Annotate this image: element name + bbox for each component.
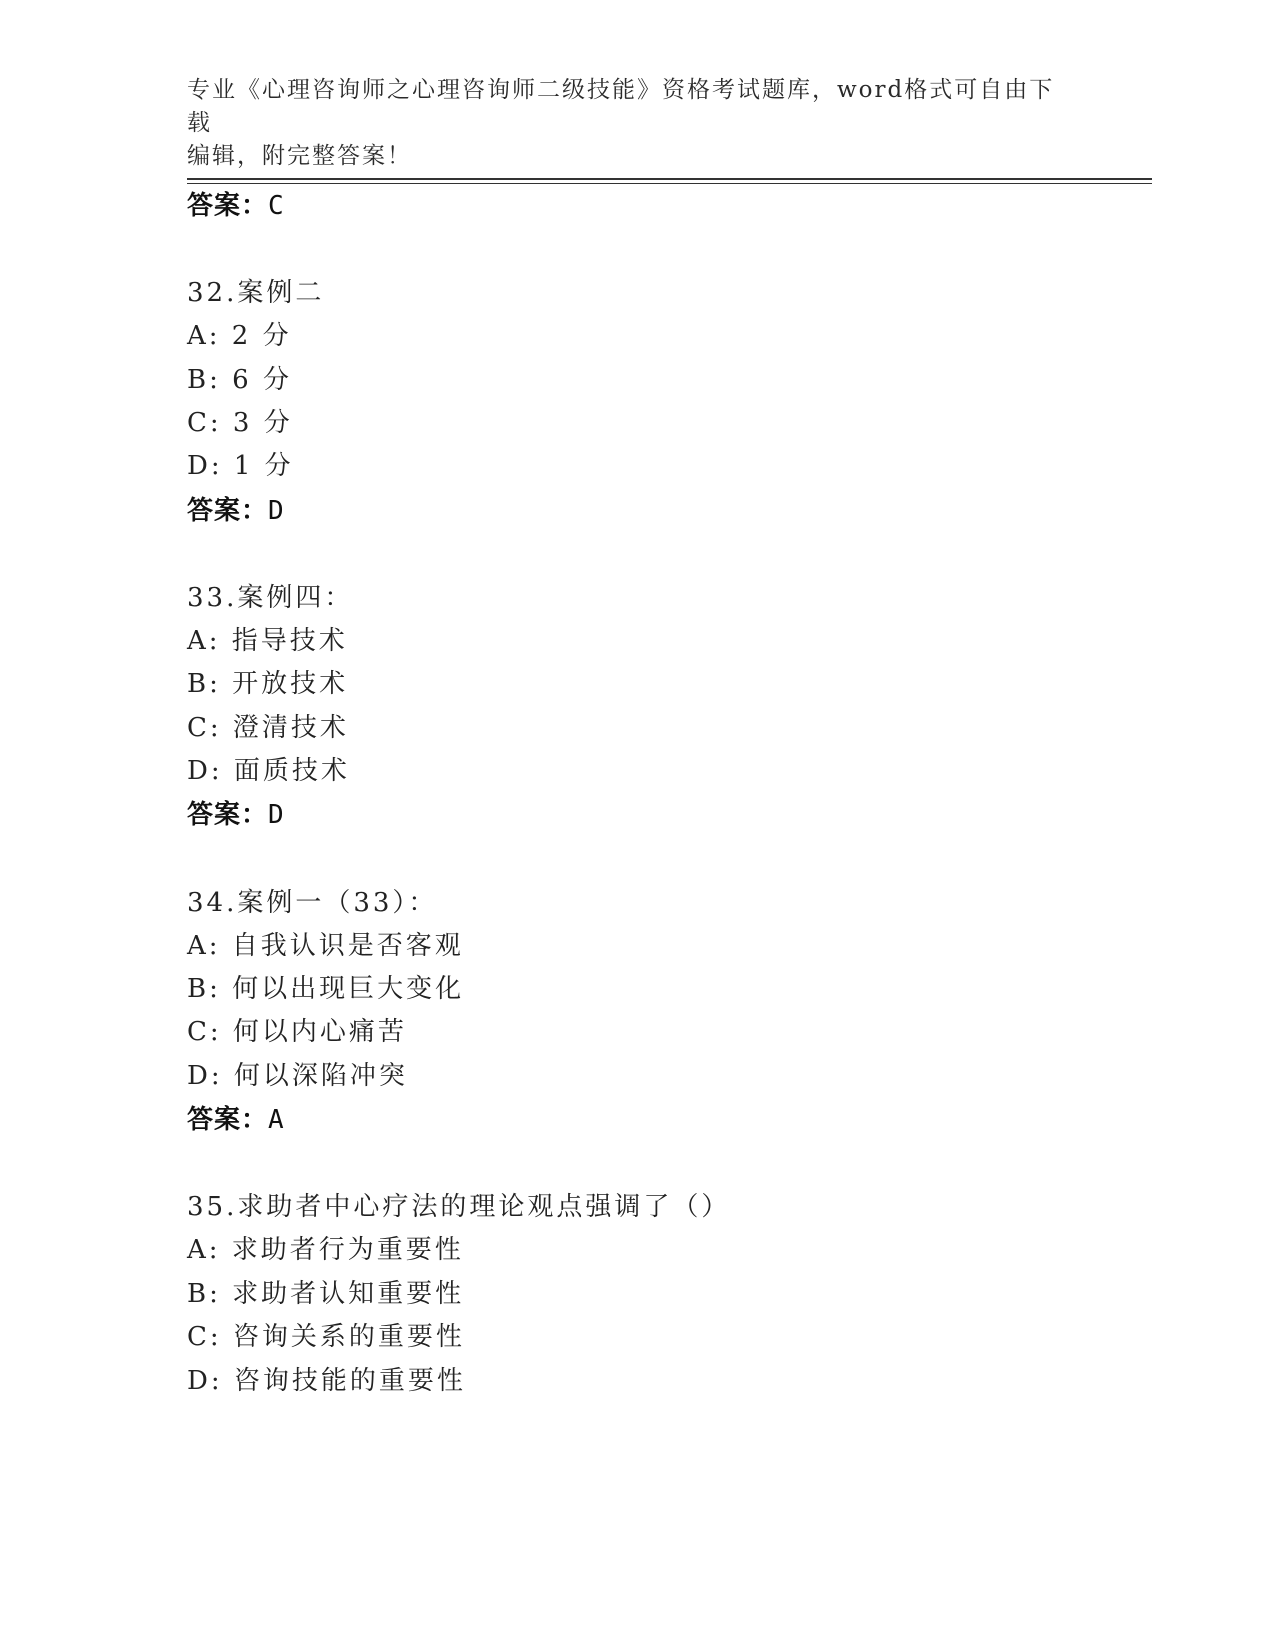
option-34-b: B: 何以出现巨大变化 <box>187 974 465 1004</box>
option-32-c: C: 3 分 <box>187 408 293 438</box>
header-divider-thick <box>187 178 1152 180</box>
option-33-d: D: 面质技术 <box>187 756 350 786</box>
header-divider-thin <box>187 183 1152 184</box>
option-33-b: B: 开放技术 <box>187 669 349 699</box>
option-35-d: D: 咨询技能的重要性 <box>187 1366 466 1396</box>
question-stem-32: 32.案例二 <box>187 278 325 308</box>
option-34-c: C: 何以内心痛苦 <box>187 1017 407 1047</box>
option-32-b: B: 6 分 <box>187 365 292 395</box>
answer-line-33 <box>187 798 285 832</box>
option-32-a: A: 2 分 <box>187 321 292 351</box>
answer-label: 答案： <box>187 800 269 830</box>
answer-label: 答案： <box>187 1105 269 1135</box>
document-header <box>187 74 1067 173</box>
answer-line-prev <box>187 189 285 223</box>
option-34-a: A: 自我认识是否客观 <box>187 931 464 961</box>
option-34-d: D: 何以深陷冲突 <box>187 1061 408 1091</box>
answer-line-32 <box>187 494 285 528</box>
answer-label: 答案： <box>187 191 269 221</box>
answer-value: D <box>268 800 285 830</box>
answer-value: D <box>268 496 285 526</box>
header-line-1: 专业《心理咨询师之心理咨询师二级技能》资格考试题库，word格式可自由下载 <box>187 77 1055 136</box>
question-stem-33: 33.案例四： <box>187 583 354 613</box>
option-32-d: D: 1 分 <box>187 451 294 481</box>
question-stem-34: 34.案例一（33）： <box>187 888 438 918</box>
option-35-b: B: 求助者认知重要性 <box>187 1279 465 1309</box>
option-33-c: C: 澄清技术 <box>187 713 349 743</box>
option-35-a: A: 求助者行为重要性 <box>187 1235 464 1265</box>
header-line-2: 编辑，附完整答案！ <box>187 143 412 169</box>
question-stem-35: 35.求助者中心疗法的理论观点强调了（） <box>187 1192 731 1222</box>
answer-line-34 <box>187 1103 285 1137</box>
answer-label: 答案： <box>187 496 269 526</box>
option-35-c: C: 咨询关系的重要性 <box>187 1322 465 1352</box>
option-33-a: A: 指导技术 <box>187 626 348 656</box>
answer-value: A <box>268 1105 285 1135</box>
answer-value: C <box>268 191 285 221</box>
